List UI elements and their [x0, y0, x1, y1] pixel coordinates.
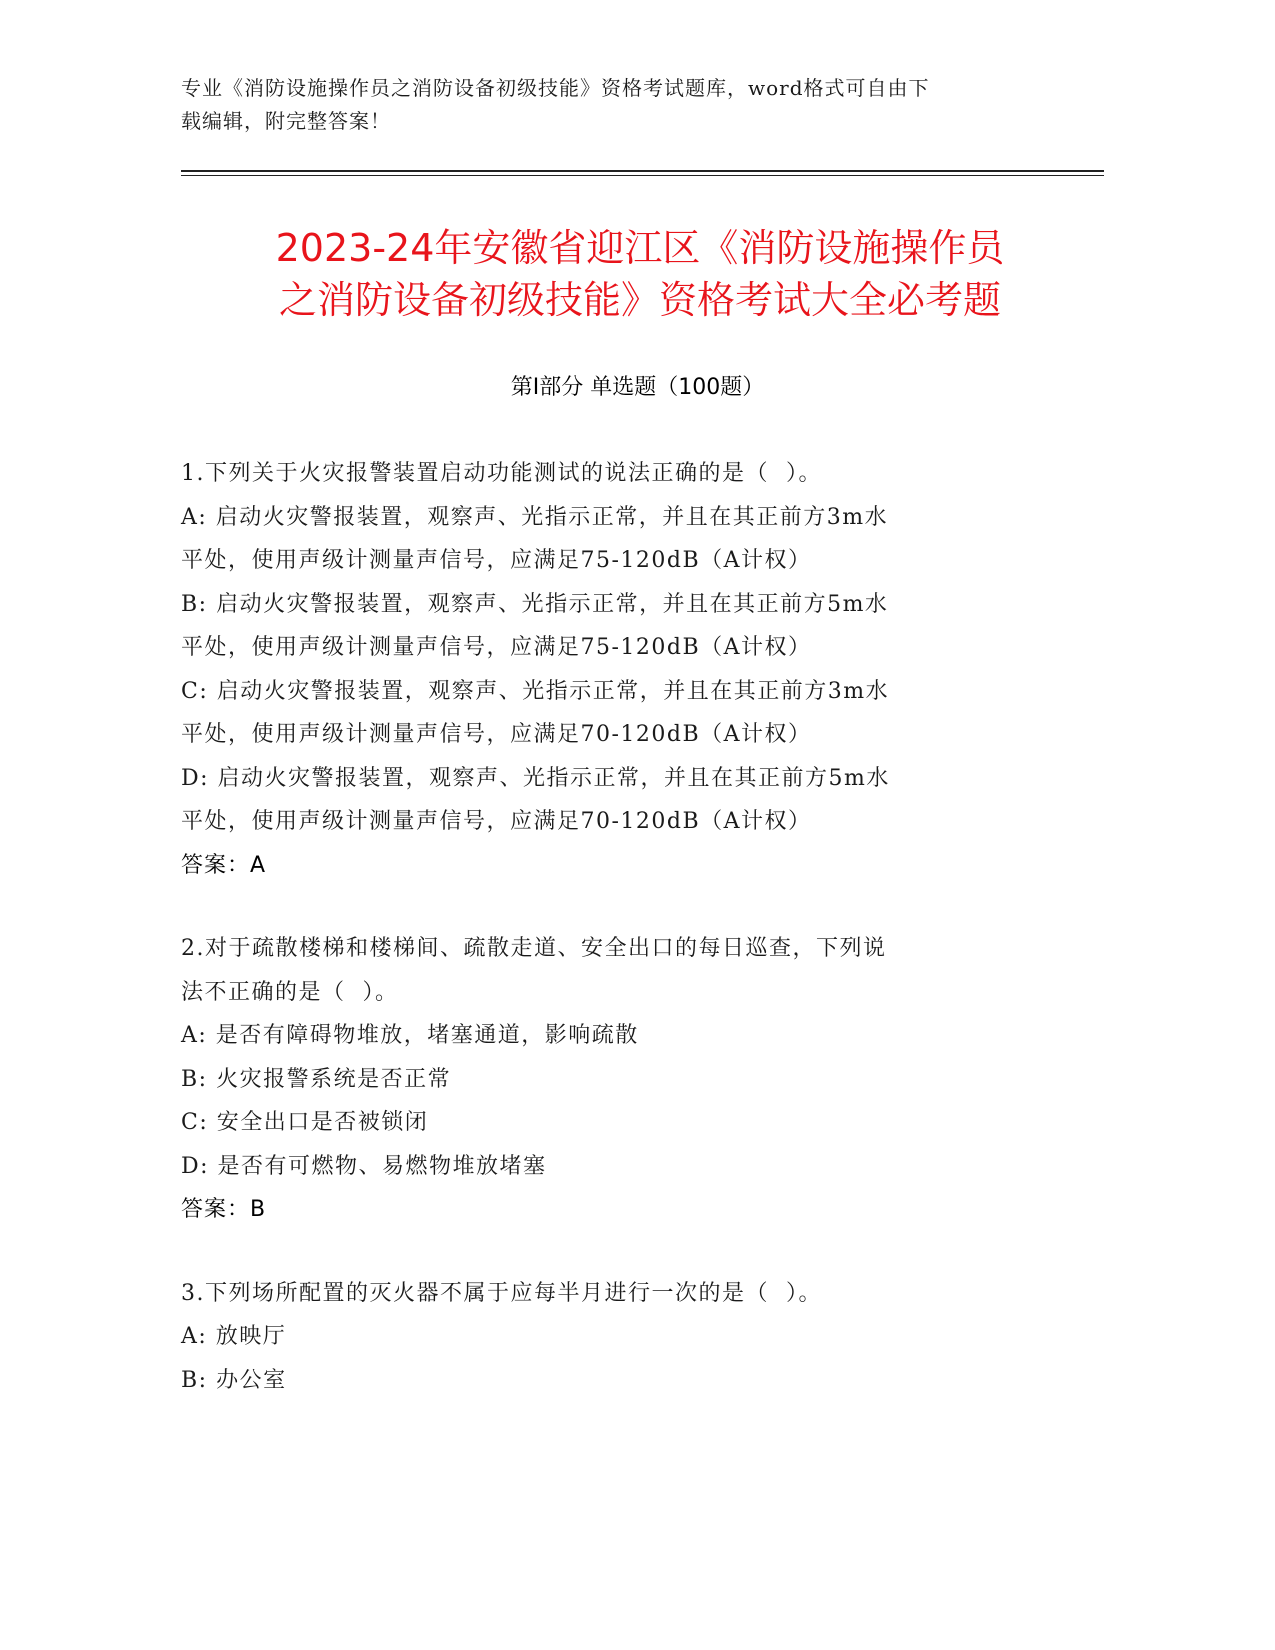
question-list — [181, 452, 1041, 1442]
answer-option: A: 是否有障碍物堆放，堵塞通道，影响疏散 — [181, 1023, 639, 1048]
section-heading: 第I部分 单选题（100题） — [510, 375, 765, 400]
answer-option: 平处，使用声级计测量声信号，应满足70-120dB（A计权） — [181, 722, 812, 747]
answer-option: C: 启动火灾警报装置，观察声、光指示正常，并且在其正前方3m水 — [181, 678, 890, 704]
question-block — [181, 1272, 1041, 1403]
question-stem: 法不正确的是（ ）。 — [181, 979, 399, 1005]
answer-key: 答案：B — [181, 1197, 267, 1222]
question-block — [181, 452, 1041, 887]
header-note-line: 专业《消防设施操作员之消防设备初级技能》资格考试题库，word格式可自由下 — [181, 76, 930, 100]
answer-option: B: 启动火灾警报装置，观察声、光指示正常，并且在其正前方5m水 — [181, 591, 889, 617]
header-note-line: 载编辑，附完整答案！ — [181, 109, 391, 133]
header-note — [181, 72, 1061, 138]
header-divider — [181, 170, 1104, 172]
answer-option: B: 火灾报警系统是否正常 — [181, 1066, 452, 1092]
answer-option: D: 启动火灾警报装置，观察声、光指示正常，并且在其正前方5m水 — [181, 765, 890, 791]
document-title — [150, 222, 1130, 326]
answer-option: 平处，使用声级计测量声信号，应满足75-120dB（A计权） — [181, 548, 812, 573]
answer-option: 平处，使用声级计测量声信号，应满足75-120dB（A计权） — [181, 635, 812, 660]
question-stem: 3.下列场所配置的灭火器不属于应每半月进行一次的是（ ）。 — [181, 1280, 822, 1306]
answer-option: A: 启动火灾警报装置，观察声、光指示正常，并且在其正前方3m水 — [181, 504, 889, 530]
answer-option: 平处，使用声级计测量声信号，应满足70-120dB（A计权） — [181, 809, 812, 834]
question-block — [181, 927, 1041, 1232]
question-stem: 1.下列关于火灾报警装置启动功能测试的说法正确的是（ ）。 — [181, 461, 822, 486]
title-line: 之消防设备初级技能》资格考试大全必考题 — [278, 278, 1001, 322]
answer-option: B: 办公室 — [181, 1367, 287, 1393]
title-line: 2023-24年安徽省迎江区《消防设施操作员 — [275, 226, 1005, 270]
answer-option: C: 安全出口是否被锁闭 — [181, 1110, 429, 1135]
answer-key: 答案：A — [181, 852, 267, 878]
question-stem: 2.对于疏散楼梯和楼梯间、疏散走道、安全出口的每日巡查，下列说 — [181, 936, 887, 961]
header-divider-thin — [181, 175, 1104, 176]
answer-option: A: 放映厅 — [181, 1324, 287, 1349]
answer-option: D: 是否有可燃物、易燃物堆放堵塞 — [181, 1153, 547, 1179]
